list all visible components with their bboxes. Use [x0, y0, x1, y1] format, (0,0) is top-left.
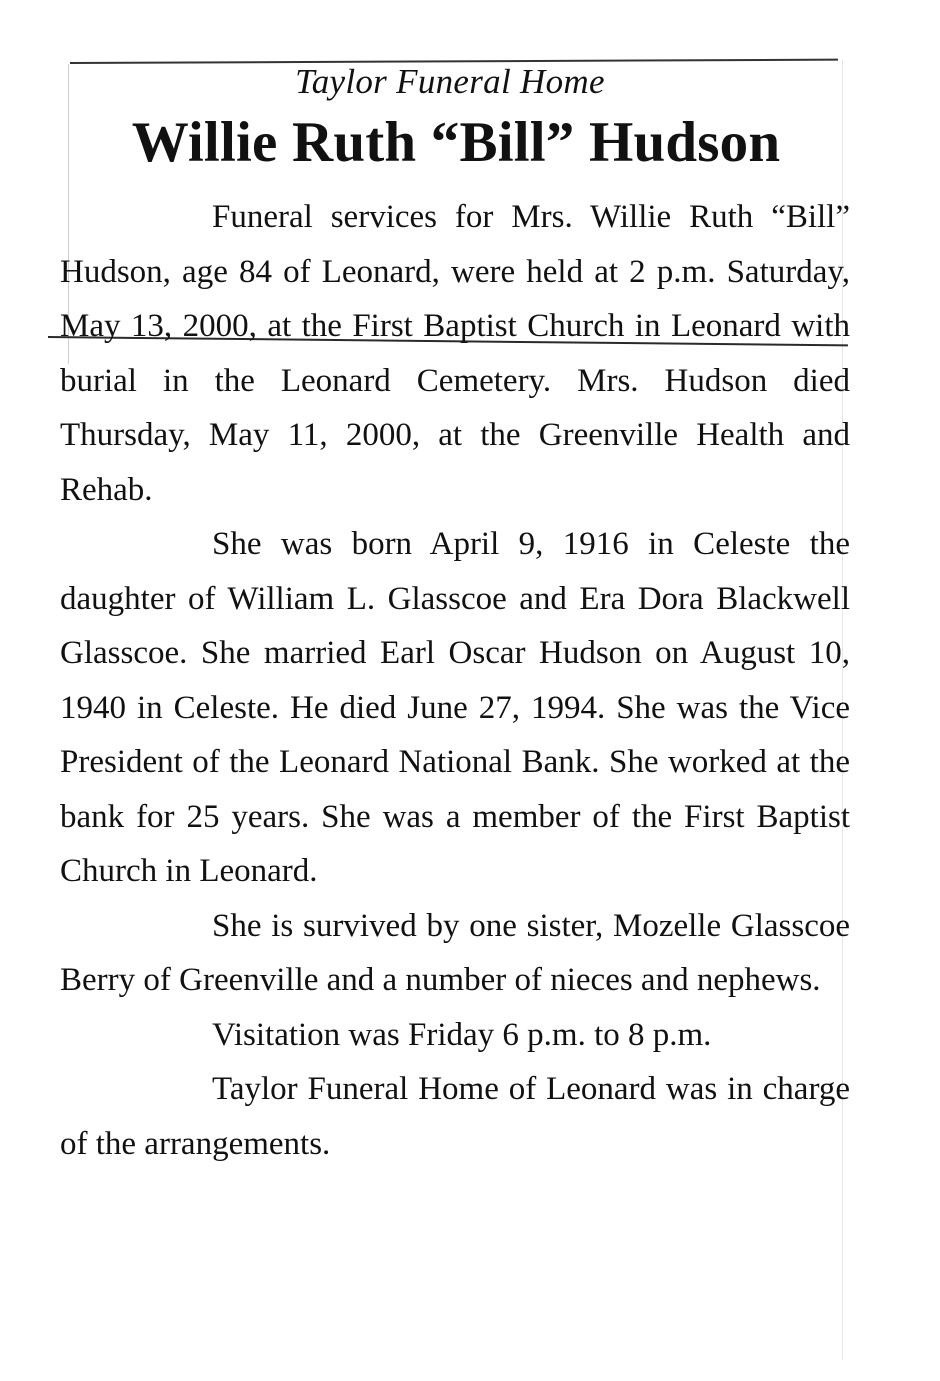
paragraph-services: Funeral services for Mrs. Willie Ruth “Bill” Hudson, age 84 of Leonard, were held at 2 p.m. Saturday, May 13, 2000, at the First Baptist Church in Leonard with burial in the Leonard Cemetery. Mrs. Hudson died Thursday, May 11, 2000, at the Greenville Health and Rehab. [60, 199, 850, 508]
funeral-home-heading: Taylor Funeral Home [295, 62, 605, 101]
paragraph-biography: She was born April 9, 1916 in Celeste the daughter of William L. Glasscoe and Era Dora Blackwell Glasscoe. She married Earl Oscar Hudson on August 10, 1940 in Celeste. He died June 27, 1994. She was the Vice President of the Leonard National Bank. She worked at the bank for 25 years. She was a member of the First Baptist Church in Leonard. [60, 526, 850, 889]
paragraph-arrangements: Taylor Funeral Home of Leonard was in charge of the arrangements. [60, 1071, 850, 1162]
paragraph-visitation: Visitation was Friday 6 p.m. to 8 p.m. [212, 1016, 712, 1053]
deceased-name-headline: Willie Ruth “Bill” Hudson [131, 111, 781, 174]
obituary-body [60, 190, 850, 1171]
paragraph-survivors: She is survived by one sister, Mozelle Glasscoe Berry of Greenville and a number of nieces and nephews. [60, 907, 850, 998]
